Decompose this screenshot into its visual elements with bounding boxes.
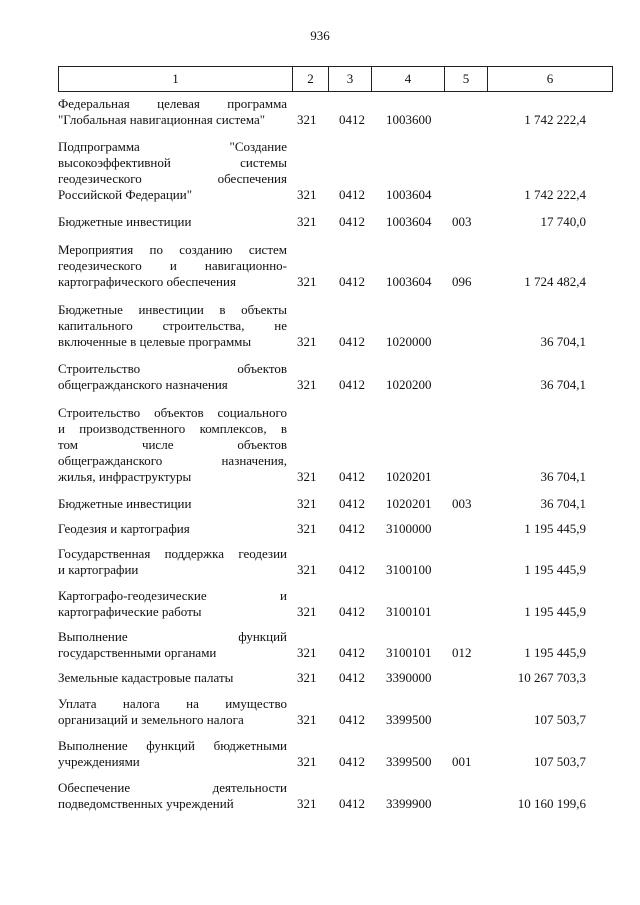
table-row [58, 546, 618, 578]
row-description-line: Мероприятия по созданию систем [58, 242, 287, 257]
target-article-code: 1020201 [386, 469, 432, 484]
section-code: 321 [297, 377, 317, 392]
table-body [58, 96, 618, 812]
header-col-1: 1 [59, 67, 293, 91]
table-row [58, 629, 618, 661]
row-description-line: Бюджетные инвестиции [58, 214, 192, 229]
amount: 36 704,1 [540, 496, 586, 511]
target-article-code: 3390000 [386, 670, 432, 685]
target-article-code: 1003604 [386, 187, 432, 202]
amount: 36 704,1 [540, 469, 586, 484]
section-code: 321 [297, 604, 317, 619]
amount: 36 704,1 [540, 377, 586, 392]
section-code: 321 [297, 754, 317, 769]
table-row [58, 588, 618, 620]
target-article-code: 3100000 [386, 521, 432, 536]
section-code: 321 [297, 521, 317, 536]
row-description-line: картографические работы [58, 604, 202, 619]
header-col-5: 5 [445, 67, 488, 91]
amount: 1 724 482,4 [524, 274, 586, 289]
section-code: 321 [297, 112, 317, 127]
table-row [58, 242, 618, 290]
target-article-code: 3100101 [386, 604, 432, 619]
subsection-code: 0412 [339, 712, 365, 727]
row-description-line: Строительство объектов [58, 361, 287, 376]
amount: 10 160 199,6 [517, 796, 586, 811]
amount: 1 195 445,9 [524, 604, 586, 619]
table-row [58, 780, 618, 812]
target-article-code: 1003604 [386, 274, 432, 289]
amount: 10 267 703,3 [517, 670, 586, 685]
table-row [58, 361, 618, 393]
target-article-code: 1003600 [386, 112, 432, 127]
page-number: 936 [310, 28, 330, 43]
table-row [58, 670, 618, 686]
subsection-code: 0412 [339, 187, 365, 202]
row-description [58, 302, 291, 350]
table-header [58, 66, 613, 92]
target-article-code: 1003604 [386, 214, 432, 229]
amount: 1 742 222,4 [524, 187, 586, 202]
row-description [58, 214, 291, 230]
subsection-code: 0412 [339, 334, 365, 349]
subsection-code: 0412 [339, 604, 365, 619]
row-description-line: капитального строительства, не [58, 318, 287, 333]
subsection-code: 0412 [339, 521, 365, 536]
row-description [58, 546, 291, 578]
target-article-code: 1020200 [386, 377, 432, 392]
header-col-3: 3 [329, 67, 372, 91]
expense-type-code: 096 [452, 274, 472, 289]
amount: 1 195 445,9 [524, 645, 586, 660]
subsection-code: 0412 [339, 562, 365, 577]
subsection-code: 0412 [339, 214, 365, 229]
row-description-line: геодезического обеспечения [58, 171, 287, 186]
header-col-2: 2 [293, 67, 329, 91]
amount: 1 195 445,9 [524, 521, 586, 536]
row-description-line: Уплата налога на имущество [58, 696, 287, 711]
target-article-code: 3100101 [386, 645, 432, 660]
row-description [58, 521, 291, 537]
subsection-code: 0412 [339, 670, 365, 685]
row-description [58, 670, 291, 686]
table-row [58, 521, 618, 537]
row-description-line: общегражданского назначения, [58, 453, 287, 468]
row-description-line: "Глобальная навигационная система" [58, 112, 266, 127]
amount: 107 503,7 [534, 754, 586, 769]
amount: 36 704,1 [540, 334, 586, 349]
amount: 17 740,0 [540, 214, 586, 229]
row-description-line: Российской Федерации" [58, 187, 193, 202]
section-code: 321 [297, 645, 317, 660]
table-row [58, 96, 618, 128]
section-code: 321 [297, 496, 317, 511]
row-description [58, 629, 291, 661]
target-article-code: 1020000 [386, 334, 432, 349]
target-article-code: 3100100 [386, 562, 432, 577]
row-description-line: том числе объектов [58, 437, 287, 452]
subsection-code: 0412 [339, 796, 365, 811]
table-row [58, 214, 618, 230]
target-article-code: 3399500 [386, 712, 432, 727]
target-article-code: 1020201 [386, 496, 432, 511]
section-code: 321 [297, 796, 317, 811]
row-description-line: Земельные кадастровые палаты [58, 670, 234, 685]
row-description-line: организаций и земельного налога [58, 712, 244, 727]
table-row [58, 302, 618, 350]
row-description-line: картографического обеспечения [58, 274, 236, 289]
row-description-line: Государственная поддержка геодезии [58, 546, 287, 561]
section-code: 321 [297, 214, 317, 229]
row-description-line: Геодезия и картография [58, 521, 190, 536]
row-description [58, 242, 291, 290]
row-description [58, 696, 291, 728]
row-description [58, 405, 291, 485]
expense-type-code: 003 [452, 214, 472, 229]
row-description-line: Бюджетные инвестиции [58, 496, 192, 511]
expense-type-code: 012 [452, 645, 472, 660]
subsection-code: 0412 [339, 496, 365, 511]
section-code: 321 [297, 187, 317, 202]
amount: 107 503,7 [534, 712, 586, 727]
subsection-code: 0412 [339, 645, 365, 660]
row-description-line: Обеспечение деятельности [58, 780, 287, 795]
subsection-code: 0412 [339, 469, 365, 484]
row-description-line: Бюджетные инвестиции в объекты [58, 302, 287, 317]
header-col-4: 4 [372, 67, 445, 91]
table-row [58, 696, 618, 728]
target-article-code: 3399900 [386, 796, 432, 811]
section-code: 321 [297, 712, 317, 727]
row-description-line: подведомственных учреждений [58, 796, 234, 811]
amount: 1 742 222,4 [524, 112, 586, 127]
row-description [58, 738, 291, 770]
header-col-6: 6 [546, 71, 554, 86]
table-row [58, 405, 618, 485]
amount: 1 195 445,9 [524, 562, 586, 577]
row-description-line: Строительство объектов социального [58, 405, 287, 420]
table-row [58, 496, 618, 512]
expense-type-code: 003 [452, 496, 472, 511]
row-description-line: высокоэффективной системы [58, 155, 287, 170]
subsection-code: 0412 [339, 754, 365, 769]
row-description-line: Федеральная целевая программа [58, 96, 287, 111]
section-code: 321 [297, 562, 317, 577]
row-description-line: и производственного комплексов, в [58, 421, 287, 436]
row-description-line: учреждениями [58, 754, 140, 769]
section-code: 321 [297, 670, 317, 685]
table-row [58, 139, 618, 203]
row-description [58, 361, 291, 393]
row-description-line: общегражданского назначения [58, 377, 228, 392]
row-description [58, 96, 291, 128]
section-code: 321 [297, 469, 317, 484]
row-description [58, 780, 291, 812]
target-article-code: 3399500 [386, 754, 432, 769]
row-description [58, 496, 291, 512]
row-description-line: Выполнение функций бюджетными [58, 738, 287, 753]
row-description-line: государственными органами [58, 645, 217, 660]
section-code: 321 [297, 274, 317, 289]
section-code: 321 [297, 334, 317, 349]
row-description-line: Выполнение функций [58, 629, 287, 644]
row-description-line: и картографии [58, 562, 139, 577]
subsection-code: 0412 [339, 112, 365, 127]
expense-type-code: 001 [452, 754, 472, 769]
row-description-line: Картографо-геодезические и [58, 588, 287, 603]
row-description-line: геодезического и навигационно- [58, 258, 287, 273]
row-description [58, 588, 291, 620]
row-description-line: жилья, инфраструктуры [58, 469, 192, 484]
row-description-line: включенные в целевые программы [58, 334, 252, 349]
table-row [58, 738, 618, 770]
row-description-line: Подпрограмма "Создание [58, 139, 287, 154]
row-description [58, 139, 291, 203]
subsection-code: 0412 [339, 274, 365, 289]
subsection-code: 0412 [339, 377, 365, 392]
